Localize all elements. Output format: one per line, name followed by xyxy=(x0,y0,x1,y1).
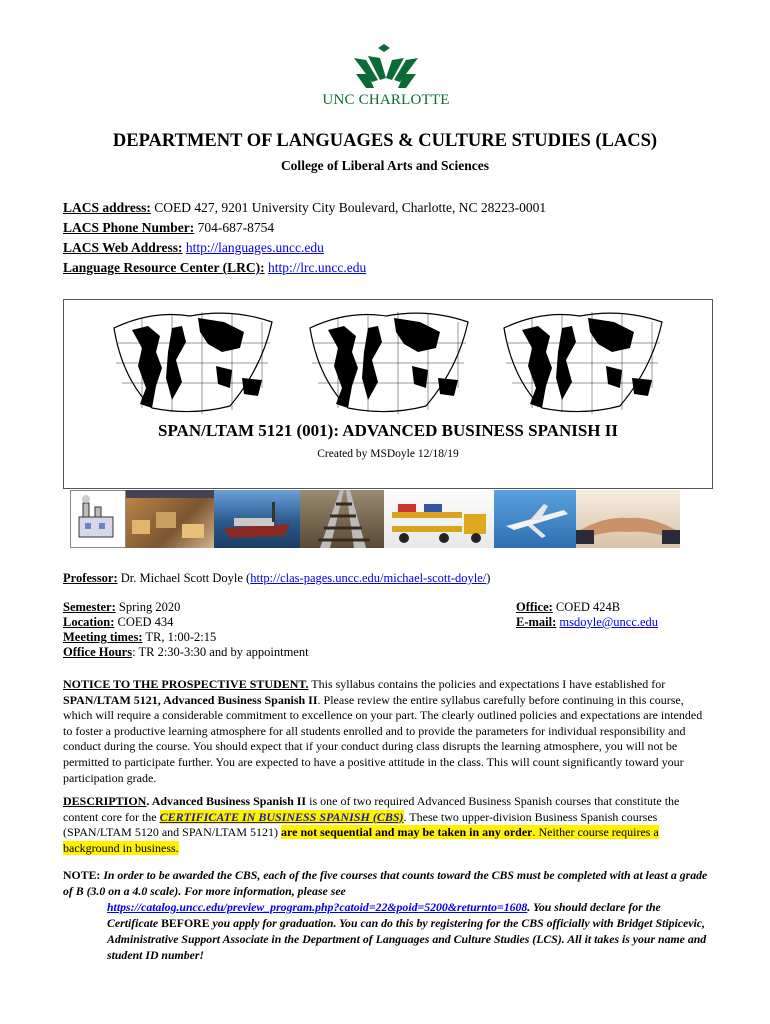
photo-strip xyxy=(70,490,684,548)
web-line xyxy=(63,238,546,258)
unc-charlotte-logo xyxy=(318,44,454,110)
page-subtitle: College of Liberal Arts and Sciences xyxy=(280,158,490,173)
notice-course: SPAN/LTAM 5121, Advanced Business Spanish II xyxy=(63,692,318,707)
created-by: Created by MSDoyle 12/18/19 xyxy=(317,448,459,460)
course-banner xyxy=(63,299,713,489)
notice-text-1: This syllabus contains the policies and expectations I have established for xyxy=(308,677,666,691)
course-details xyxy=(63,600,309,660)
note-before: BEFORE xyxy=(161,916,210,930)
professor-link[interactable]: http://clas-pages.uncc.edu/michael-scott-doyle/ xyxy=(250,571,487,585)
description-paragraph xyxy=(63,794,708,856)
description-course: Advanced Business Spanish II xyxy=(151,794,307,808)
note-text-2: . You should declare for the Certificate xyxy=(107,900,661,930)
note-text-1: In order to be awarded the CBS, each of the five courses that counts toward the CBS must be completed with at least a grade of B (3.0 on a 4.0 scale). For more information, please see xyxy=(63,868,708,898)
web-link[interactable]: http://languages.uncc.edu xyxy=(185,240,324,255)
office-value: COED 424B xyxy=(552,600,621,614)
semester-line xyxy=(63,600,309,615)
office-contact xyxy=(516,600,658,630)
warehouse-photo xyxy=(126,490,214,548)
notice-label: NOTICE TO THE PROSPECTIVE STUDENT. xyxy=(63,677,309,691)
page-title: DEPARTMENT OF LANGUAGES & CULTURE STUDIES (LACS) xyxy=(112,131,658,151)
address-line xyxy=(63,198,546,218)
handshake-photo xyxy=(576,490,680,548)
professor-line xyxy=(63,571,490,586)
course-title: SPAN/LTAM 5121 (001): ADVANCED BUSINESS SPANISH II xyxy=(157,421,619,440)
phone-line xyxy=(63,218,546,238)
address-label: LACS address: xyxy=(63,200,151,215)
phone-label: LACS Phone Number: xyxy=(63,220,195,235)
description-dot: . xyxy=(146,794,152,808)
department-info xyxy=(63,198,546,278)
professor-name: Dr. Michael Scott Doyle ( xyxy=(117,571,251,585)
professor-close: ) xyxy=(486,571,491,585)
email-link[interactable]: msdoyle@uncc.edu xyxy=(559,615,659,629)
railroad-photo xyxy=(300,490,384,548)
factory-icon xyxy=(70,490,126,548)
hours-value: : TR 2:30-3:30 and by appointment xyxy=(132,645,309,659)
note-indented xyxy=(63,899,713,963)
cbs-certificate-link[interactable]: CERTIFICATE IN BUSINESS SPANISH (CBS) xyxy=(159,809,404,824)
crown-emblem-icon xyxy=(318,44,454,92)
catalog-link[interactable]: https://catalog.uncc.edu/preview_program.php?catoid=22&poid=5200&returnto=1608 xyxy=(107,900,528,914)
description-text-1: is one of two required Advanced Business Spanish courses that constitute the content core for the xyxy=(63,794,680,824)
note-paragraph xyxy=(63,867,713,963)
office-label: Office: xyxy=(516,600,553,614)
lrc-label: Language Resource Center (LRC): xyxy=(63,260,265,275)
hours-label: Office Hours xyxy=(63,645,133,659)
address-value: COED 427, 9201 University City Boulevard, Charlotte, NC 28223-0001 xyxy=(150,200,547,215)
description-text-2: . These two upper-division Business Spanish courses (SPAN/LTAM 5120 and SPAN/LTAM 5121) xyxy=(63,809,658,840)
note-label: NOTE: xyxy=(63,868,104,882)
cargo-ship-photo xyxy=(214,490,300,548)
description-highlight-bold: are not sequential and may be taken in any order xyxy=(281,825,533,840)
location-value: COED 434 xyxy=(114,615,174,629)
location-label: Location: xyxy=(63,615,115,629)
meeting-label: Meeting times: xyxy=(63,630,143,644)
notice-paragraph xyxy=(63,677,708,786)
hours-line xyxy=(63,645,309,660)
car-carrier-truck-photo xyxy=(384,490,494,548)
location-line xyxy=(63,615,309,630)
description-text-3: . Neither course requires a background in business. xyxy=(63,825,659,855)
email-line xyxy=(516,615,658,630)
logo-wordmark: UNC CHARLOTTE xyxy=(322,92,450,108)
phone-value: 704-687-8754 xyxy=(194,220,275,235)
world-maps-image xyxy=(112,308,664,418)
airplane-photo xyxy=(494,490,576,548)
lrc-line xyxy=(63,258,546,278)
semester-value: Spring 2020 xyxy=(115,600,181,614)
note-text-3: you apply for graduation. You can do this by registering for the CBS officially with Bridget Stipicevic, Administrative Support Associate in the Department of Languages and Culture Studies (LCS). All it takes is your name and student ID number! xyxy=(107,916,707,962)
professor-label: Professor: xyxy=(63,571,118,585)
semester-label: Semester: xyxy=(63,600,116,614)
meeting-line xyxy=(63,630,309,645)
description-label: DESCRIPTION xyxy=(63,794,147,808)
meeting-value: TR, 1:00-2:15 xyxy=(142,630,217,644)
office-line xyxy=(516,600,658,615)
lrc-link[interactable]: http://lrc.uncc.edu xyxy=(267,260,367,275)
email-label: E-mail: xyxy=(516,615,557,629)
notice-text-2: . Please review the entire syllabus carefully before continuing in this course, which will require a considerable commitment to excellence on your part. The clearly outlined policies and expectations are intended to foster a productive learning atmosphere for all students enrolled and to provide the parameters for individual responsibility and conduct during the course. You should expect that if your conduct during class disrupts the learning atmosphere, you will not be permitted to participate further. You are expected to have a positive attitude in the class. This will count significantly toward your participation grade. xyxy=(63,692,703,785)
web-label: LACS Web Address: xyxy=(63,240,183,255)
